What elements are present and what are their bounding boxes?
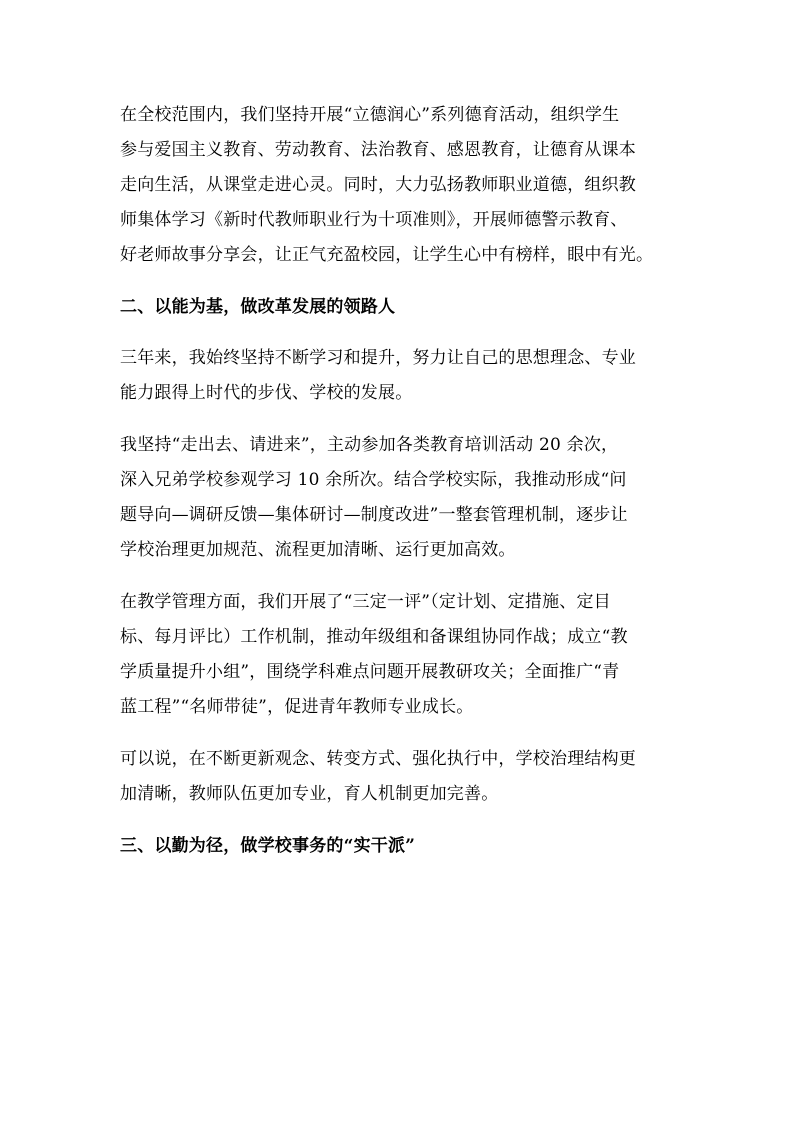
text-line: 标、每月评比）工作机制，推动年级组和备课组协同作战；成立“教 <box>120 627 628 647</box>
text-line: 好老师故事分享会，让正气充盈校园，让学生心中有榜样，眼中有光。 <box>120 245 654 265</box>
paragraph-teaching-management <box>120 585 688 725</box>
text-line: 加清晰，教师队伍更加专业，育人机制更加完善。 <box>120 784 499 804</box>
text-line: 在全校范围内，我们坚持开展“立德润心”系列德育活动，组织学生 <box>120 105 620 125</box>
text-line: 参与爱国主义教育、劳动教育、法治教育、感恩教育，让德育从课本 <box>120 140 636 160</box>
text-line: 深入兄弟学校参观学习 10 余所次。结合学校实际，我推动形成“问 <box>120 470 627 490</box>
paragraph-moral-education <box>120 98 688 273</box>
text-line: 走向生活，从课堂走进心灵。同时，大力弘扬教师职业道德，组织教 <box>120 175 636 195</box>
paragraph-training <box>120 428 688 568</box>
section-heading-3: 三、以勤为径，做学校事务的“实干派” <box>120 836 416 856</box>
text-line: 题导向—调研反馈—集体研讨—制度改进”一整套管理机制，逐步让 <box>120 505 628 525</box>
text-line: 学质量提升小组”，围绕学科难点问题开展教研攻关；全面推广“青 <box>120 662 620 682</box>
text-line: 我坚持“走出去、请进来”，主动参加各类教育培训活动 20 余次， <box>120 435 619 455</box>
paragraph-three-years <box>120 341 688 411</box>
text-line: 蓝工程”“名师带徒”，促进青年教师专业成长。 <box>120 697 474 717</box>
paragraph-summary <box>120 742 688 812</box>
text-line: 可以说，在不断更新观念、转变方式、强化执行中，学校治理结构更 <box>120 749 636 769</box>
document-body <box>120 98 688 864</box>
text-line: 三年来，我始终坚持不断学习和提升，努力让自己的思想理念、专业 <box>120 348 636 368</box>
text-line: 在教学管理方面，我们开展了“三定一评”（定计划、定措施、定目 <box>120 592 611 612</box>
text-line: 师集体学习《新时代教师职业行为十项准则》，开展师德警示教育、 <box>120 210 628 230</box>
text-line: 学校治理更加规范、流程更加清晰、运行更加高效。 <box>120 540 516 560</box>
text-line: 能力跟得上时代的步伐、学校的发展。 <box>120 383 413 403</box>
section-heading-2: 二、以能为基，做改革发展的领路人 <box>120 297 396 317</box>
